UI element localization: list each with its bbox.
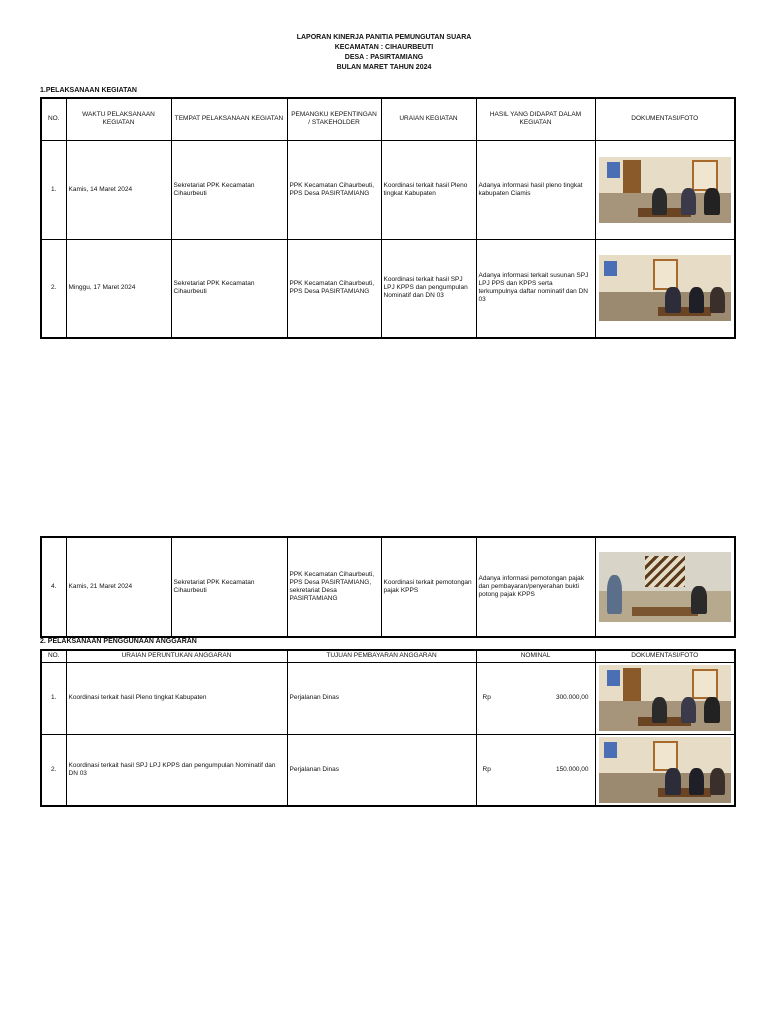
office-photo xyxy=(599,552,731,622)
row-no: 2. xyxy=(41,734,66,806)
row-tujuan: Perjalanan Dinas xyxy=(287,734,476,806)
row-hasil: Adanya informasi pemotongan pajak dan pembayaran/penyerahan bukti potong pajak KPPS xyxy=(476,537,595,637)
col-dokumentasi: DOKUMENTASI/FOTO xyxy=(595,98,735,140)
meeting-photo xyxy=(599,255,731,321)
currency: Rp xyxy=(482,694,491,701)
row-nominal xyxy=(476,662,595,734)
table-row xyxy=(41,662,735,734)
row-hasil: Adanya informasi hasil pleno tingkat kabupaten Ciamis xyxy=(476,140,595,239)
row-nominal xyxy=(476,734,595,806)
activity-table-continued xyxy=(40,536,736,638)
row-uraian: Koordinasi terkait pemotongan pajak KPPS xyxy=(381,537,476,637)
amount: 300.000,00 xyxy=(555,694,589,701)
row-photo xyxy=(595,239,735,338)
row-uraian: Koordinasi terkait hasil Pleno tingkat Kabupaten xyxy=(66,662,287,734)
col-tempat: TEMPAT PELAKSANAAN KEGIATAN xyxy=(171,98,287,140)
currency: Rp xyxy=(482,765,491,773)
row-pemangku: PPK Kecamatan Cihaurbeuti, PPS Desa PASIRTAMIANG, sekretariat Desa PASIRTAMIANG xyxy=(287,537,381,637)
table-row xyxy=(41,239,735,338)
col-no: NO. xyxy=(41,98,66,140)
row-tempat: Sekretariat PPK Kecamatan Cihaurbeuti xyxy=(171,140,287,239)
col-nominal: NOMINAL xyxy=(476,650,595,662)
row-tempat: Sekretariat PPK Kecamatan Cihaurbeuti xyxy=(171,239,287,338)
header-period: BULAN MARET TAHUN 2024 xyxy=(336,64,432,71)
row-photo xyxy=(595,140,735,239)
report-header xyxy=(0,33,768,73)
meeting-photo xyxy=(599,665,731,731)
row-photo xyxy=(595,662,735,734)
row-photo xyxy=(595,537,735,637)
activity-table xyxy=(40,97,736,339)
table-row xyxy=(41,734,735,806)
section1-title: 1.PELAKSANAAN KEGIATAN xyxy=(40,87,137,94)
amount: 150.000,00 xyxy=(555,765,589,773)
row-no: 2. xyxy=(41,239,66,338)
header-title: LAPORAN KINERJA PANITIA PEMUNGUTAN SUARA xyxy=(296,34,472,41)
col-waktu: WAKTU PELAKSANAAN KEGIATAN xyxy=(66,98,171,140)
col-no: NO. xyxy=(41,650,66,662)
row-tempat: Sekretariat PPK Kecamatan Cihaurbeuti xyxy=(171,537,287,637)
col-tujuan: TUJUAN PEMBAYARAN ANGGARAN xyxy=(287,650,476,662)
table-row xyxy=(41,537,735,637)
row-no: 1. xyxy=(41,140,66,239)
row-uraian: Koordinasi terkait hasil Pleno tingkat Kabupaten xyxy=(381,140,476,239)
row-hasil: Adanya informasi terkait susunan SPJ LPJ PPS dan KPPS serta terkumpulnya daftar nominatif dan DN 03 xyxy=(476,239,595,338)
section2-title: 2. PELAKSANAAN PENGGUNAAN ANGGARAN xyxy=(40,638,197,645)
header-kecamatan: KECAMATAN : CIHAURBEUTI xyxy=(334,44,434,51)
budget-table xyxy=(40,649,736,807)
row-uraian: Koordinasi terkait hasil SPJ LPJ KPPS dan pengumpulan Nominatif dan DN 03 xyxy=(381,239,476,338)
meeting-photo xyxy=(599,737,731,803)
row-waktu: Kamis, 14 Maret 2024 xyxy=(66,140,171,239)
col-dokumentasi: DOKUMENTASI/FOTO xyxy=(595,650,735,662)
row-photo xyxy=(595,734,735,806)
header-desa: DESA : PASIRTAMIANG xyxy=(344,54,424,61)
row-uraian: Koordinasi terkait hasil SPJ LPJ KPPS dan pengumpulan Nominatif dan DN 03 xyxy=(66,734,287,806)
col-hasil: HASIL YANG DIDAPAT DALAM KEGIATAN xyxy=(476,98,595,140)
row-no: 4. xyxy=(41,537,66,637)
row-waktu: Minggu, 17 Maret 2024 xyxy=(66,239,171,338)
table-row xyxy=(41,140,735,239)
meeting-photo xyxy=(599,157,731,223)
col-uraian: URAIAN KEGIATAN xyxy=(381,98,476,140)
table-header-row xyxy=(41,98,735,140)
row-tujuan: Perjalanan Dinas xyxy=(287,662,476,734)
row-pemangku: PPK Kecamatan Cihaurbeuti, PPS Desa PASIRTAMIANG xyxy=(287,239,381,338)
row-pemangku: PPK Kecamatan Cihaurbeuti, PPS Desa PASIRTAMIANG xyxy=(287,140,381,239)
table-header-row xyxy=(41,650,735,662)
row-no: 1. xyxy=(41,662,66,734)
col-pemangku: PEMANGKU KEPENTINGAN / STAKEHOLDER xyxy=(287,98,381,140)
col-uraian-anggaran: URAIAN PERUNTUKAN ANGGARAN xyxy=(66,650,287,662)
row-waktu: Kamis, 21 Maret 2024 xyxy=(66,537,171,637)
